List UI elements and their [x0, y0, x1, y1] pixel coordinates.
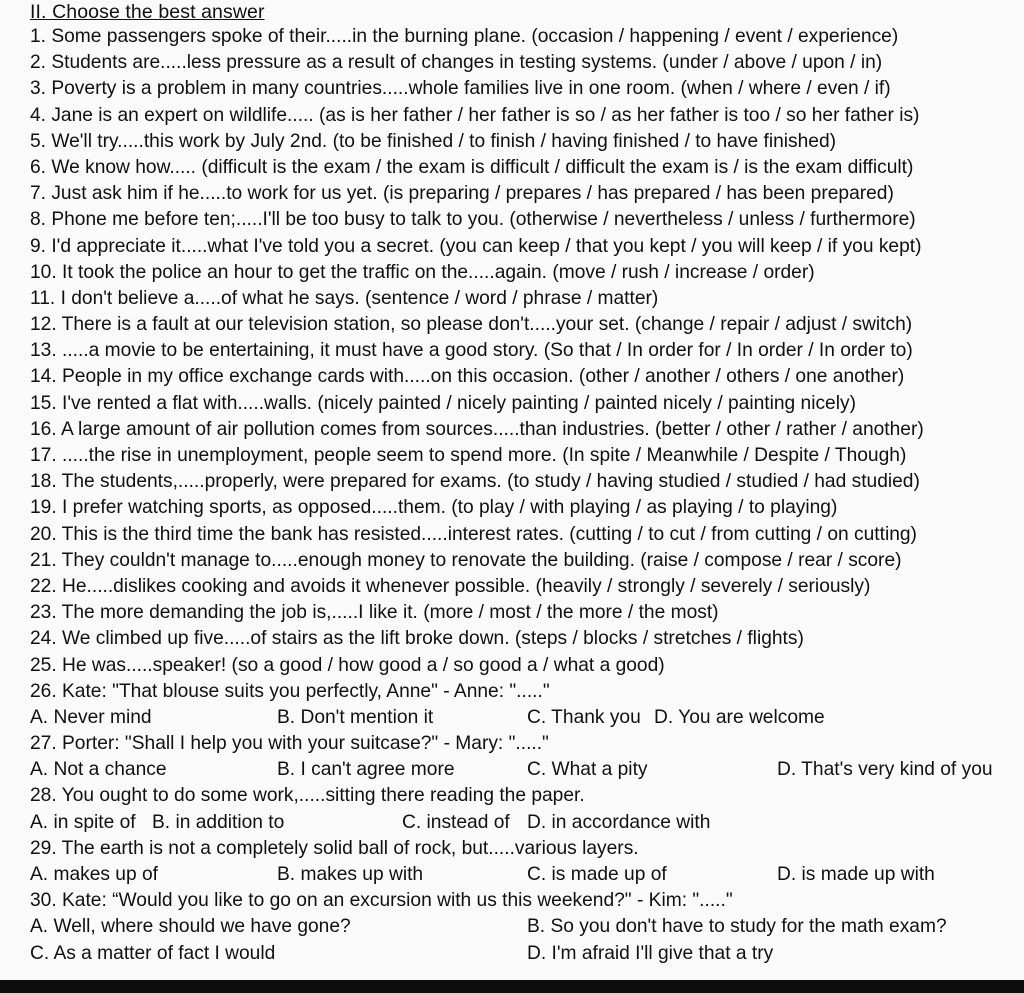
question-22: 22. He.....dislikes cooking and avoids it whenever possible. (heavily / strongly / severely / seriously) — [30, 575, 871, 597]
option-29-c[interactable]: C. is made up of — [527, 864, 667, 885]
options-26 — [30, 705, 1024, 731]
page-bottom-edge — [0, 980, 1024, 993]
question-14: 14. People in my office exchange cards with.....on this occasion. (other / another / others / one another) — [30, 366, 905, 388]
question-23: 23. The more demanding the job is,.....I like it. (more / most / the more / the most) — [30, 602, 719, 624]
option-27-b[interactable]: B. I can't agree more — [277, 759, 455, 781]
option-29-a[interactable]: A. makes up of — [30, 864, 158, 885]
question-19: 19. I prefer watching sports, as opposed.....them. (to play / with playing / as playing / to playing) — [30, 497, 838, 519]
question-26: 26. Kate: "That blouse suits you perfectly, Anne" - Anne: "....." — [30, 680, 550, 702]
option-29-b[interactable]: B. makes up with — [277, 864, 424, 885]
question-21: 21. They couldn't manage to.....enough money to renovate the building. (raise / compose / rear / score) — [30, 549, 902, 571]
question-6: 6. We know how..... (difficult is the exam / the exam is difficult / difficult the exam is / is the exam difficult) — [30, 156, 914, 178]
question-17: 17. .....the rise in unemployment, people seem to spend more. (In spite / Meanwhile / Despite / Though) — [30, 445, 907, 466]
question-11: 11. I don't believe a.....of what he says. (sentence / word / phrase / matter) — [30, 287, 659, 309]
question-7: 7. Just ask him if he.....to work for us yet. (is preparing / prepares / has prepared / has been prepared) — [30, 183, 894, 205]
options-27 — [30, 757, 1024, 783]
question-25: 25. He was.....speaker! (so a good / how good a / so good a / what a good) — [30, 654, 665, 676]
question-20: 20. This is the third time the bank has resisted.....interest rates. (cutting / to cut / from cutting / on cutting) — [30, 523, 917, 545]
section-heading: II. Choose the best answer — [30, 1, 265, 23]
options-30-row-2 — [30, 941, 1024, 967]
question-18: 18. The students,.....properly, were prepared for exams. (to study / having studied / studied / had studied) — [30, 471, 920, 493]
option-29-d[interactable]: D. is made up with — [777, 864, 935, 885]
option-26-a[interactable]: A. Never mind — [30, 706, 152, 728]
options-29 — [30, 862, 1024, 888]
question-24: 24. We climbed up five.....of stairs as the lift broke down. (steps / blocks / stretches / flights) — [30, 628, 804, 650]
question-10: 10. It took the police an hour to get the traffic on the.....again. (move / rush / increase / order) — [30, 261, 815, 283]
question-9: 9. I'd appreciate it.....what I've told you a secret. (you can keep / that you kept / you will keep / if you kept) — [30, 235, 922, 257]
question-16: 16. A large amount of air pollution comes from sources.....than industries. (better / other / rather / another) — [30, 418, 924, 440]
question-list — [30, 24, 1024, 967]
option-27-c[interactable]: C. What a pity — [527, 759, 648, 781]
question-5: 5. We'll try.....this work by July 2nd. (to be finished / to finish / having finished / to have finished) — [30, 130, 837, 152]
question-28: 28. You ought to do some work,.....sitting there reading the paper. — [30, 785, 585, 807]
question-30: 30. Kate: “Would you like to go on an excursion with us this weekend?" - Kim: "....." — [30, 890, 733, 912]
options-30-row-1 — [30, 914, 1024, 940]
option-27-d[interactable]: D. That's very kind of you — [777, 759, 993, 781]
option-26-b[interactable]: B. Don't mention it — [277, 706, 434, 728]
option-30-a[interactable]: A. Well, where should we have gone? — [30, 916, 351, 938]
question-12: 12. There is a fault at our television station, so please don't.....your set. (change / repair / adjust / switch) — [30, 314, 913, 336]
option-28-c[interactable]: C. instead of — [402, 811, 510, 833]
option-30-c[interactable]: C. As a matter of fact I would — [30, 942, 276, 964]
question-8: 8. Phone me before ten;.....I'll be too busy to talk to you. (otherwise / nevertheless / unless / furthermore) — [30, 209, 916, 231]
option-30-b[interactable]: B. So you don't have to study for the math exam? — [527, 916, 947, 938]
question-29: 29. The earth is not a completely solid ball of rock, but.....various layers. — [30, 837, 639, 859]
question-13: 13. .....a movie to be entertaining, it must have a good story. (So that / In order for / In order / In order to) — [30, 340, 913, 362]
options-28 — [30, 810, 1024, 836]
option-28-d[interactable]: D. in accordance with — [527, 811, 711, 833]
question-27: 27. Porter: "Shall I help you with your suitcase?" - Mary: "....." — [30, 733, 549, 755]
option-27-a[interactable]: A. Not a chance — [30, 759, 167, 781]
question-4: 4. Jane is an expert on wildlife..... (as is her father / her father is so / as her father is too / so her father is) — [30, 104, 920, 126]
option-28-b[interactable]: B. in addition to — [152, 811, 285, 833]
option-28-a[interactable]: A. in spite of — [30, 811, 136, 833]
option-26-d[interactable]: D. You are welcome — [654, 706, 825, 728]
question-1: 1. Some passengers spoke of their.....in the burning plane. (occasion / happening / event / experience) — [30, 26, 899, 47]
question-2: 2. Students are.....less pressure as a result of changes in testing systems. (under / above / upon / in) — [30, 52, 883, 74]
option-26-c[interactable]: C. Thank you — [527, 706, 641, 728]
question-15: 15. I've rented a flat with.....walls. (nicely painted / nicely painting / painted nicely / painting nicely) — [30, 392, 856, 414]
option-30-d[interactable]: D. I'm afraid I'll give that a try — [527, 942, 774, 964]
question-3: 3. Poverty is a problem in many countries.....whole families live in one room. (when / where / even / if) — [30, 78, 891, 100]
